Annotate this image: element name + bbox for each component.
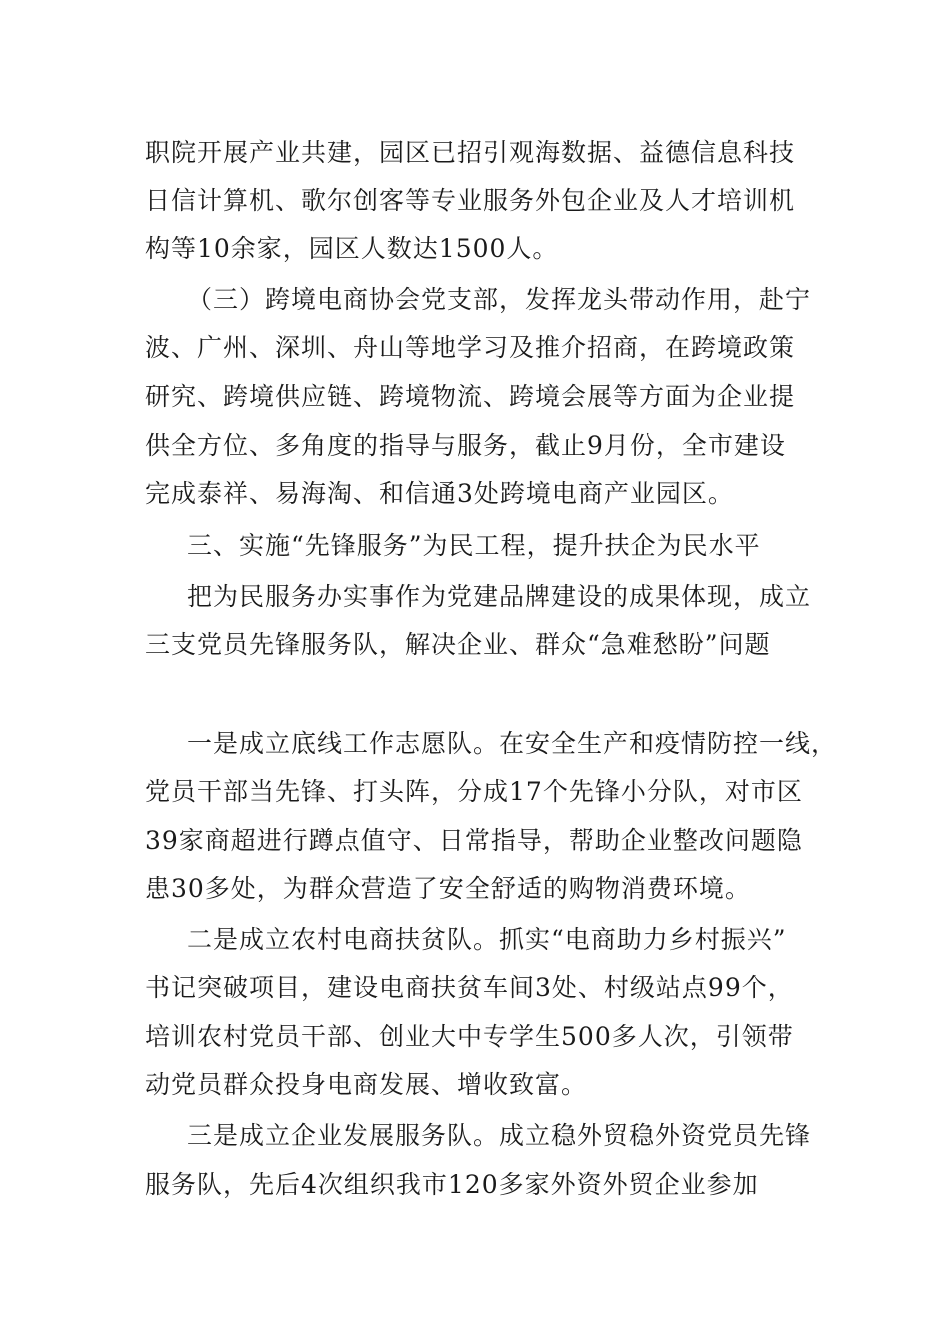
text-line: 服务队，先后4次组织我市120多家外资外贸企业参加 — [145, 1170, 759, 1199]
text-line: 三支党员先锋服务队，解决企业、群众“急难愁盼”问题 — [145, 630, 771, 659]
paragraph-start-line: 三是成立企业发展服务队。成立稳外贸稳外资党员先锋 — [187, 1121, 812, 1150]
section-heading: 三、实施“先锋服务”为民工程，提升扶企为民水平 — [187, 531, 761, 560]
text-line: 完成泰祥、易海淘、和信通3处跨境电商产业园区。 — [145, 479, 734, 508]
text-line: 动党员群众投身电商发展、增收致富。 — [145, 1070, 588, 1099]
paragraph-start-line: 一是成立底线工作志愿队。在安全生产和疫情防控一线， — [187, 729, 838, 758]
text-line: 党员干部当先锋、打头阵，分成17个先锋小分队，对市区 — [145, 777, 803, 806]
text-line: 波、广州、深圳、舟山等地学习及推介招商，在跨境政策 — [145, 333, 796, 362]
text-line: 研究、跨境供应链、跨境物流、跨境会展等方面为企业提 — [145, 382, 796, 411]
paragraph-start-line: （三）跨境电商协会党支部，发挥龙头带动作用，赴宁 — [187, 285, 812, 314]
paragraph-start-line: 把为民服务办实事作为党建品牌建设的成果体现，成立 — [187, 582, 812, 611]
text-line: 构等10余家，园区人数达1500人。 — [145, 234, 559, 263]
text-line: 培训农村党员干部、创业大中专学生500多人次，引领带 — [145, 1022, 794, 1051]
text-line: 供全方位、多角度的指导与服务，截止9月份，全市建设 — [145, 431, 786, 460]
paragraph-start-line: 二是成立农村电商扶贫队。抓实“电商助力乡村振兴” — [187, 925, 787, 954]
text-line: 日信计算机、歌尔创客等专业服务外包企业及人才培训机 — [145, 186, 796, 215]
text-line: 职院开展产业共建，园区已招引观海数据、益德信息科技 — [145, 138, 796, 167]
text-line: 书记突破项目，建设电商扶贫车间3处、村级站点99个， — [145, 973, 794, 1002]
text-line: 患30多处，为群众营造了安全舒适的购物消费环境。 — [145, 874, 751, 903]
text-line: 39家商超进行蹲点值守、日常指导，帮助企业整改问题隐 — [145, 826, 803, 855]
